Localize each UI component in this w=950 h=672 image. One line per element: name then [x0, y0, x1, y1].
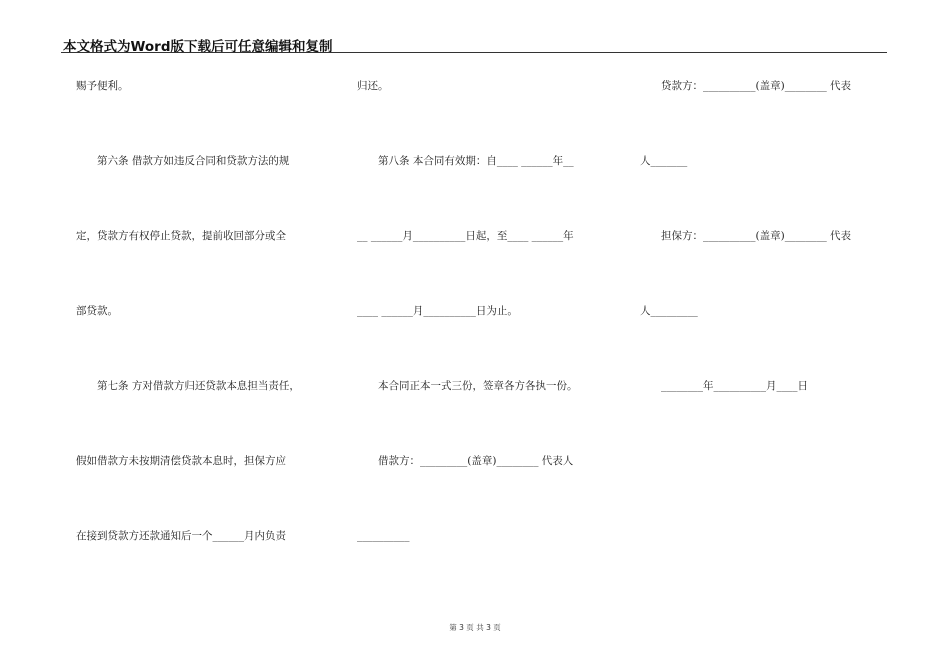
col2-line-2: 第八条 本合同有效期：自____ ______年__ — [357, 155, 574, 167]
col3-line-3: 担保方：__________(盖章)________ 代表 — [640, 230, 852, 242]
col2-line-5: 本合同正本一式三份，签章各方各执一份。 — [357, 380, 578, 392]
col1-line-7: 在接到贷款方还款通知后一个______月内负责 — [76, 530, 286, 542]
col1-line-6: 假如借款方未按期清偿贷款本息时，担保方应 — [76, 455, 286, 467]
col2-line-6: 借款方：_________(盖章)________ 代表人 — [357, 455, 574, 467]
col2-line-1: 归还。 — [357, 80, 389, 92]
col2-line-4: ____ ______月__________日为止。 — [357, 305, 518, 317]
col1-line-3: 定，贷款方有权停止贷款，提前收回部分或全 — [76, 230, 286, 242]
col3-line-5: ________年__________月____日 — [640, 380, 808, 392]
col3-line-1: 贷款方：__________(盖章)________ 代表 — [640, 80, 852, 92]
page-header-title: 本文格式为Word版下载后可任意编辑和复制 — [63, 39, 333, 55]
header-divider — [61, 52, 887, 53]
col1-line-5: 第七条 方对借款方归还贷款本息担当责任， — [76, 380, 300, 392]
col2-line-7: __________ — [357, 530, 410, 542]
col3-line-2: 人_______ — [640, 155, 688, 167]
col1-line-2: 第六条 借款方如违反合同和贷款方法的规 — [76, 155, 290, 167]
col3-line-4: 人_________ — [640, 305, 698, 317]
page-number-footer: 第 3 页 共 3 页 — [449, 623, 501, 632]
col1-line-4: 部贷款。 — [76, 305, 118, 317]
col2-line-3: __ ______月__________日起，至____ ______年 — [357, 230, 574, 242]
col1-line-1: 赐予便利。 — [76, 80, 129, 92]
